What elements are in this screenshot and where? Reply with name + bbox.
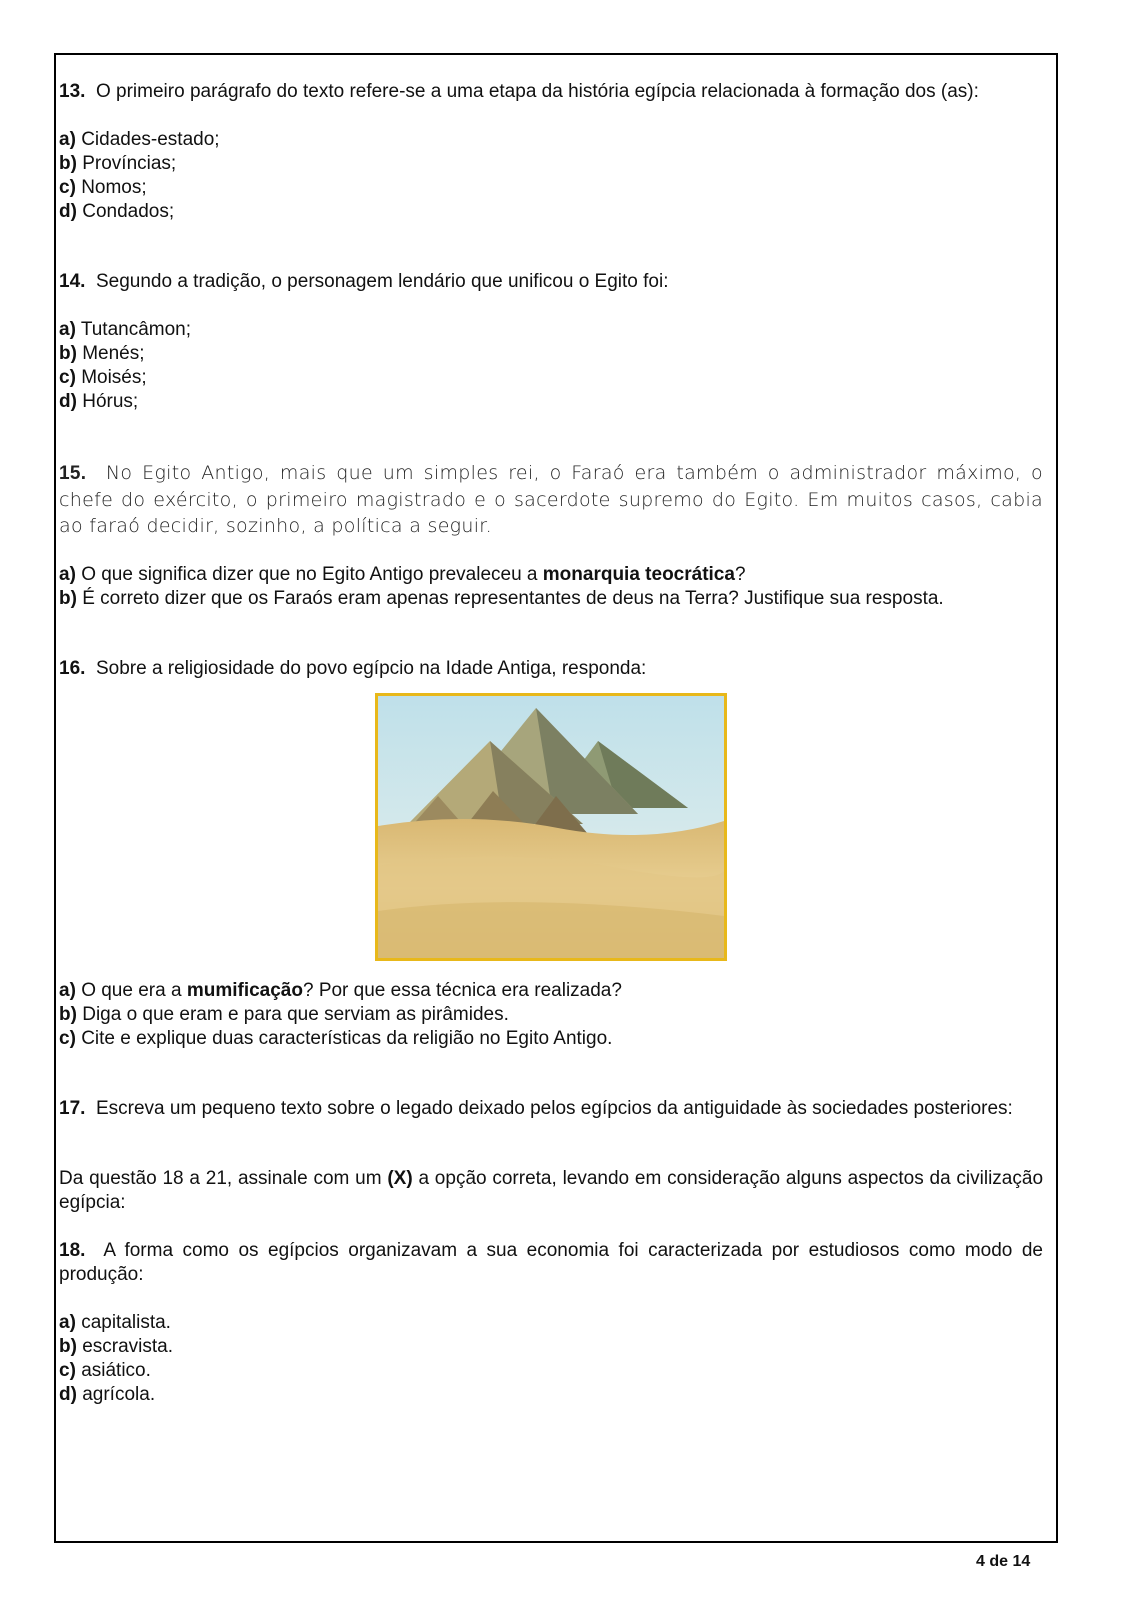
option-a: a) Cidades-estado; (59, 129, 220, 150)
option-c: c) Moisés; (59, 367, 147, 388)
question-15 (59, 460, 1043, 539)
option-b: b) Menés; (59, 343, 145, 364)
question-15-item-a: a) O que significa dizer que no Egito Antigo prevaleceu a monarquia teocrática? (59, 564, 746, 585)
question-16 (59, 657, 1043, 681)
instruction-text: Da questão 18 a 21, assinale com um (X) a opção correta, levando em consideração alguns aspectos da civilização egípcia: (59, 1168, 1044, 1213)
question-17-number: 17. (59, 1098, 86, 1119)
question-14-text: Segundo a tradição, o personagem lendário que unificou o Egito foi: (95, 271, 669, 292)
page-number: 4 de 14 (976, 1553, 1031, 1570)
question-16-number: 16. (59, 658, 86, 679)
question-15-item-b: b) É correto dizer que os Faraós eram apenas representantes de deus na Terra? Justifique sua resposta. (59, 588, 944, 609)
option-d: d) Hórus; (59, 391, 139, 412)
question-14-options (59, 318, 1043, 414)
question-18-number: 18. (59, 1240, 86, 1261)
pyramids-figure (59, 693, 1043, 961)
question-15-text: No Egito Antigo, mais que um simples rei, o Faraó era também o administrador máximo, o chefe do exército, o primeiro magistrado e o sacerdote supremo do Egito. Em muitos casos, cabia ao faraó decidir, sozinho, a política a seguir. (59, 462, 1043, 537)
option-d: d) agrícola. (59, 1384, 156, 1405)
question-14 (59, 270, 1043, 294)
question-16-item-b: b) Diga o que eram e para que serviam as pirâmides. (59, 1004, 509, 1025)
question-16-text: Sobre a religiosidade do povo egípcio na Idade Antiga, responda: (95, 658, 647, 679)
option-c: c) Nomos; (59, 177, 147, 198)
question-18 (59, 1239, 1043, 1287)
worksheet-content (59, 80, 1043, 1407)
option-a: a) capitalista. (59, 1312, 171, 1333)
option-c: c) asiático. (59, 1360, 151, 1381)
question-17 (59, 1097, 1043, 1121)
question-15-number: 15. (59, 463, 87, 484)
question-13-number: 13. (59, 81, 86, 102)
option-a: a) Tutancâmon; (59, 319, 192, 340)
question-13-options (59, 128, 1043, 224)
question-18-text: A forma como os egípcios organizavam a sua economia foi caracterizada por estudiosos como modo de produção: (59, 1240, 1043, 1285)
pyramids-image (375, 693, 727, 961)
option-b: b) Províncias; (59, 153, 177, 174)
question-17-text: Escreva um pequeno texto sobre o legado deixado pelos egípcios da antiguidade às sociedades posteriores: (95, 1098, 1013, 1119)
question-13 (59, 80, 1043, 104)
question-13-text: O primeiro parágrafo do texto refere-se a uma etapa da história egípcia relacionada à formação dos (as): (95, 81, 979, 102)
option-b: b) escravista. (59, 1336, 174, 1357)
question-16-item-a: a) O que era a mumificação? Por que essa técnica era realizada? (59, 980, 622, 1001)
question-18-options (59, 1311, 1043, 1407)
question-16-item-c: c) Cite e explique duas características da religião no Egito Antigo. (59, 1028, 613, 1049)
option-d: d) Condados; (59, 201, 175, 222)
question-14-number: 14. (59, 271, 86, 292)
